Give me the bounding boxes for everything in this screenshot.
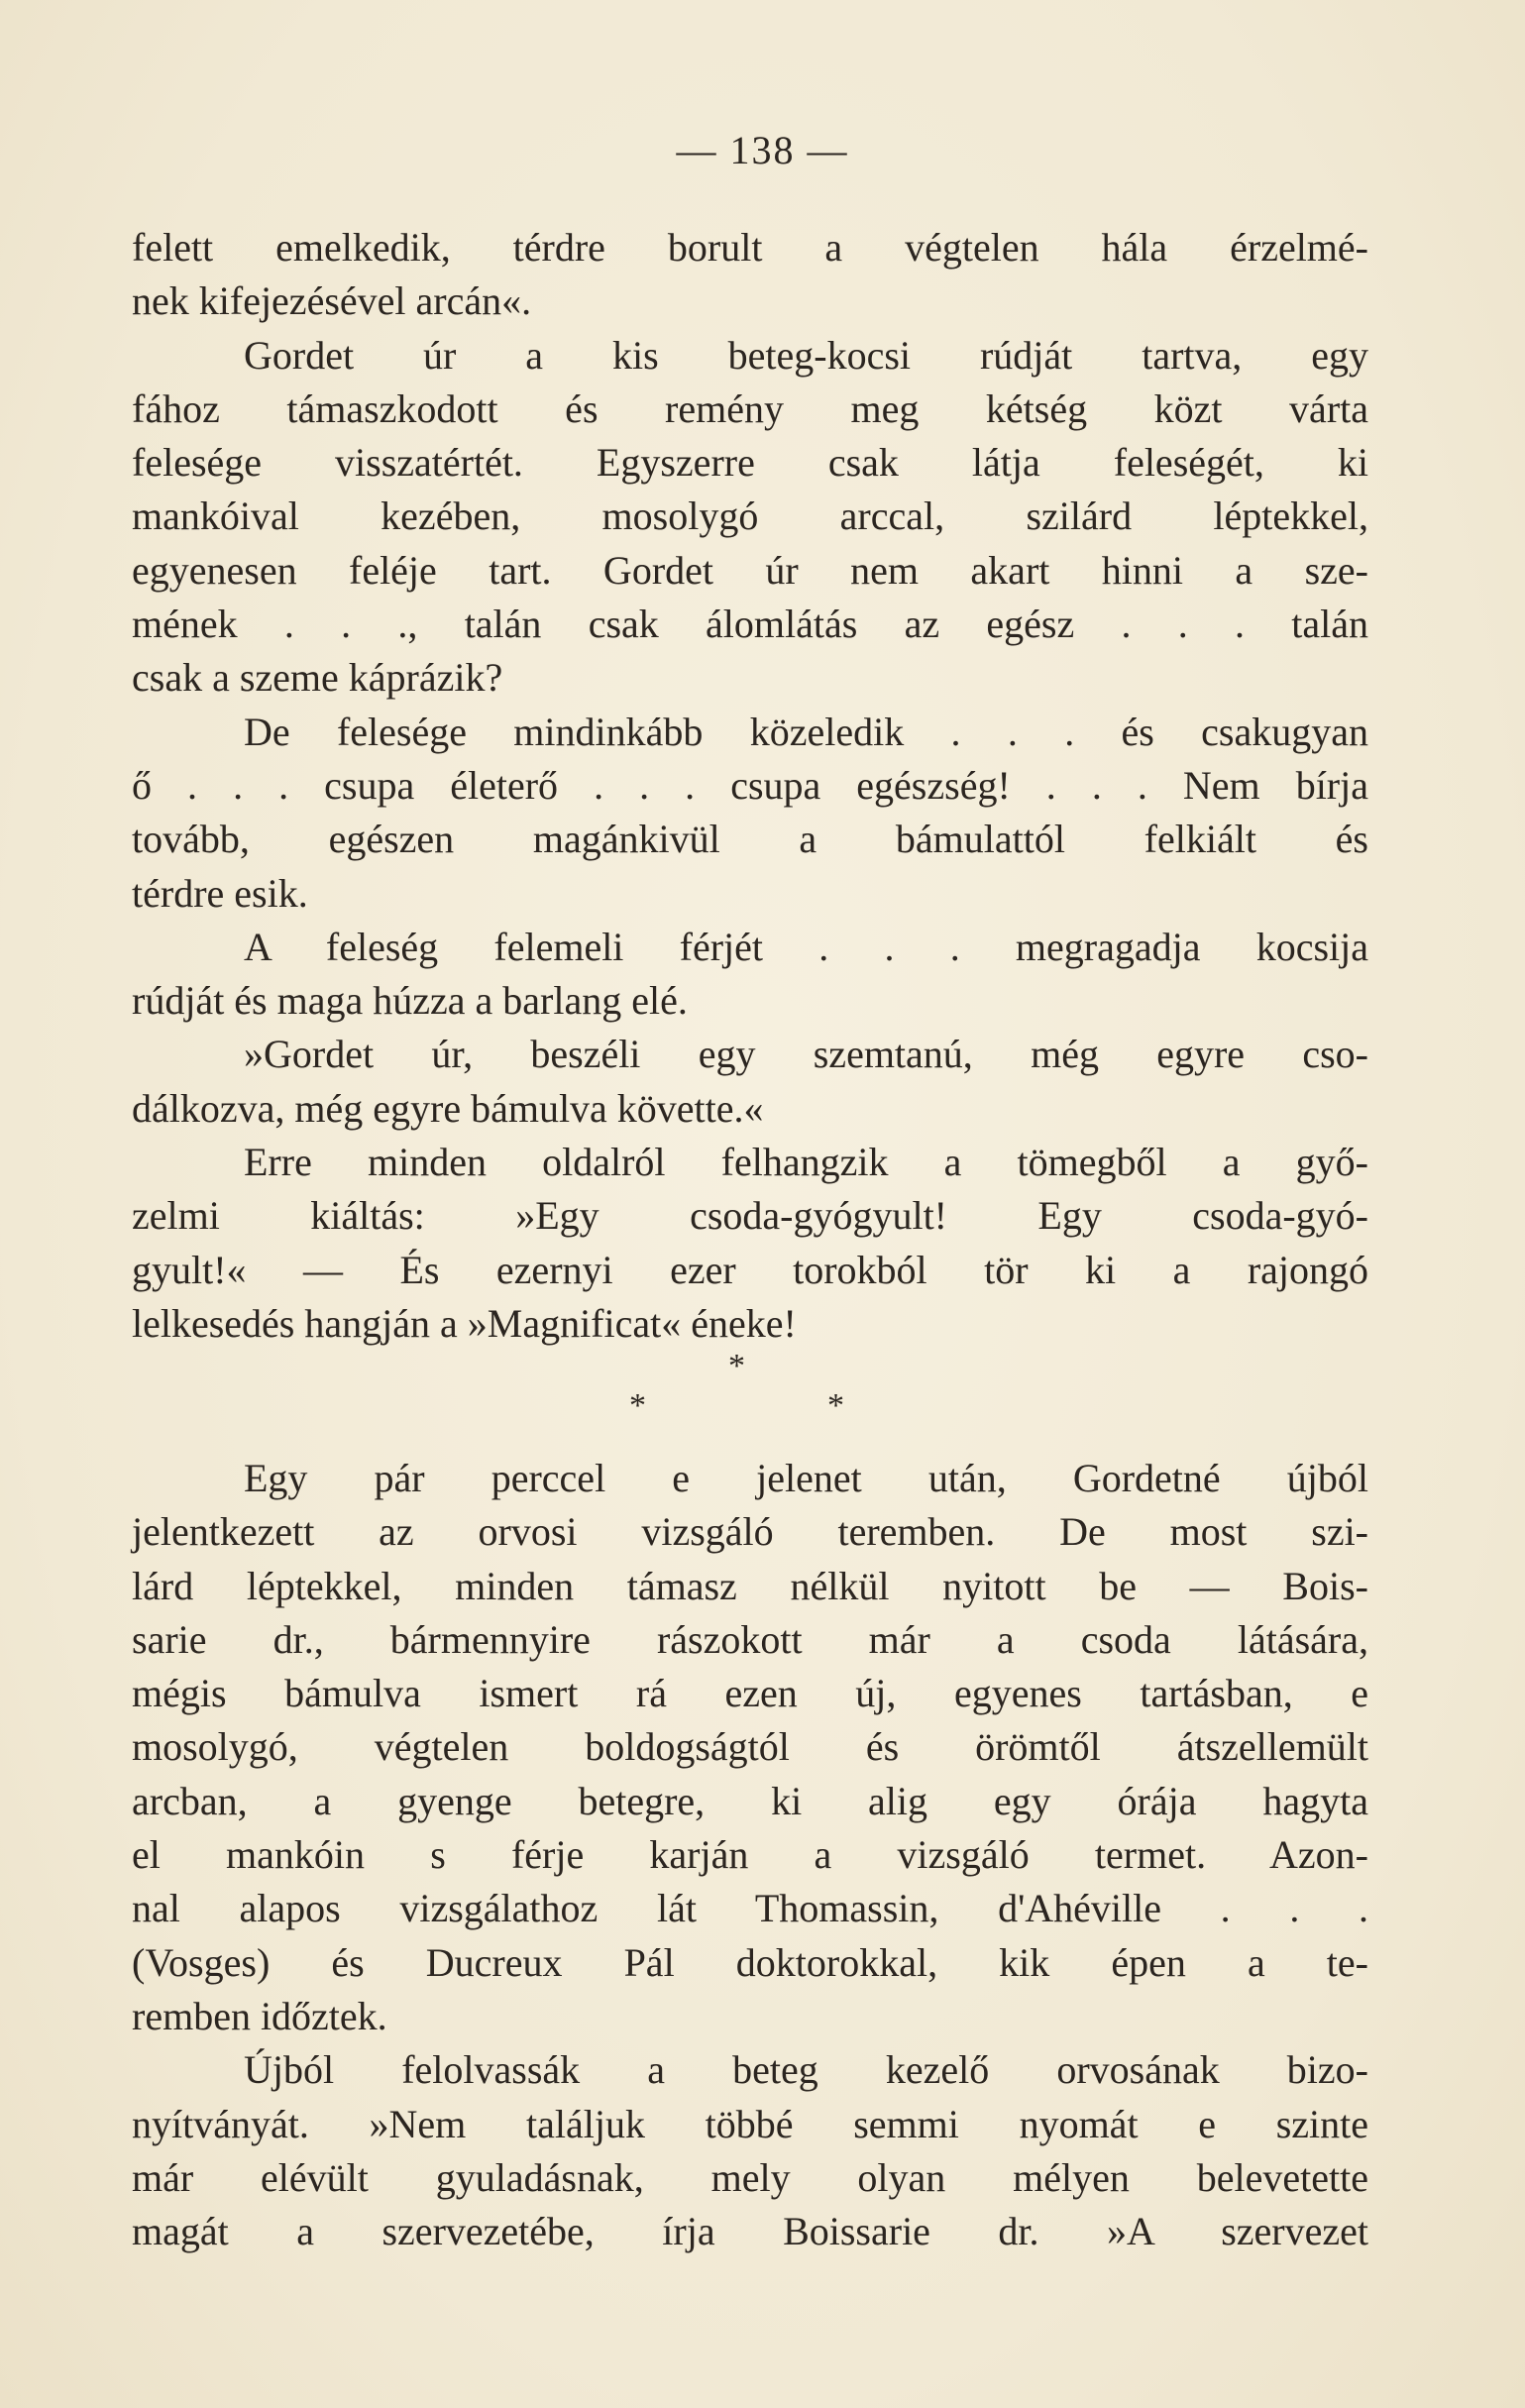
text-line: csak a szeme káprázik? bbox=[132, 655, 503, 701]
text-line: nal alapos vizsgálathoz lát Thomassin, d'Ahéville . . . bbox=[132, 1886, 1368, 1931]
asterisk-left: * bbox=[629, 1387, 646, 1424]
text-line: De felesége mindinkább közeledik . . . és csakugyan bbox=[244, 709, 1368, 754]
text-line: A feleség felemeli férjét . . . megragadja kocsija bbox=[244, 924, 1368, 969]
text-line: Erre minden oldalról felhangzik a tömegből a győ- bbox=[244, 1140, 1368, 1185]
asterisk-top: * bbox=[728, 1348, 745, 1384]
text-line: Gordet úr a kis beteg-kocsi rúdját tartva, egy bbox=[244, 332, 1368, 378]
text-line: ő . . . csupa életerő . . . csupa egészség! . . . Nem bírja bbox=[132, 762, 1368, 808]
text-line: Egy pár perccel e jelenet után, Gordetné újból bbox=[244, 1456, 1368, 1500]
text-line: mankóival kezében, mosolygó arccal, szilárd léptekkel, bbox=[132, 493, 1368, 539]
text-line: jelentkezett az orvosi vizsgáló teremben. De most szi- bbox=[132, 1509, 1368, 1555]
text-line: tovább, egészen magánkivül a bámulattól felkiált és bbox=[132, 817, 1368, 862]
text-line: remben időztek. bbox=[132, 1993, 387, 2038]
text-line: felett emelkedik, térdre borult a végtelen hála érzelmé- bbox=[132, 225, 1368, 270]
text-line: egyenesen feléje tart. Gordet úr nem akart hinni a sze- bbox=[132, 547, 1368, 593]
text-line: sarie dr., bármennyire rászokott már a csoda látására, bbox=[132, 1616, 1368, 1662]
text-block-lower bbox=[132, 1452, 1368, 2258]
text-line: lelkesedés hangján a »Magnificat« éneke! bbox=[132, 1300, 797, 1346]
text-line: már elévült gyuladásnak, mely olyan mélyen belevetette bbox=[132, 2154, 1368, 2200]
text-line: nyítványát. »Nem találjuk többé semmi nyomát e szinte bbox=[132, 2101, 1368, 2146]
text-line: fához támaszkodott és remény meg kétség közt várta bbox=[132, 385, 1368, 431]
text-line: mégis bámulva ismert rá ezen új, egyenes tartásban, e bbox=[132, 1671, 1368, 1716]
text-line: Újból felolvassák a beteg kezelő orvosának bizo- bbox=[244, 2047, 1368, 2093]
text-line: magát a szervezetébe, írja Boissarie dr. »A szervezet bbox=[132, 2209, 1368, 2254]
text-line: térdre esik. bbox=[132, 870, 308, 916]
text-line: arcban, a gyenge betegre, ki alig egy órája hagyta bbox=[132, 1778, 1368, 1823]
text-line: rúdját és maga húzza a barlang elé. bbox=[132, 978, 688, 1024]
text-line: zelmi kiáltás: »Egy csoda-gyógyult! Egy csoda-gyó- bbox=[132, 1193, 1368, 1239]
text-line: dálkozva, még egyre bámulva követte.« bbox=[132, 1085, 764, 1131]
text-line: gyult!« — És ezernyi ezer torokból tör ki a rajongó bbox=[132, 1247, 1368, 1292]
section-asterism bbox=[0, 1348, 1525, 1427]
text-line: el mankóin s férje karján a vizsgáló termet. Azon- bbox=[132, 1832, 1368, 1878]
text-line: lárd léptekkel, minden támasz nélkül nyitott be — Bois- bbox=[132, 1563, 1368, 1608]
text-line: »Gordet úr, beszéli egy szemtanú, még egyre cso- bbox=[244, 1032, 1368, 1077]
text-block-upper bbox=[132, 221, 1368, 1351]
text-line: mének . . ., talán csak álomlátás az egész . . . talán bbox=[132, 602, 1368, 647]
asterisk-right: * bbox=[827, 1387, 844, 1424]
text-line: (Vosges) és Ducreux Pál doktorokkal, kik épen a te- bbox=[132, 1939, 1368, 1985]
page-number: — 138 — bbox=[676, 128, 849, 172]
text-line: nek kifejezésével arcán«. bbox=[132, 278, 532, 324]
text-line: felesége visszatértét. Egyszerre csak látja feleségét, ki bbox=[132, 440, 1368, 486]
text-line: mosolygó, végtelen boldogságtól és örömtől átszellemült bbox=[132, 1724, 1368, 1770]
